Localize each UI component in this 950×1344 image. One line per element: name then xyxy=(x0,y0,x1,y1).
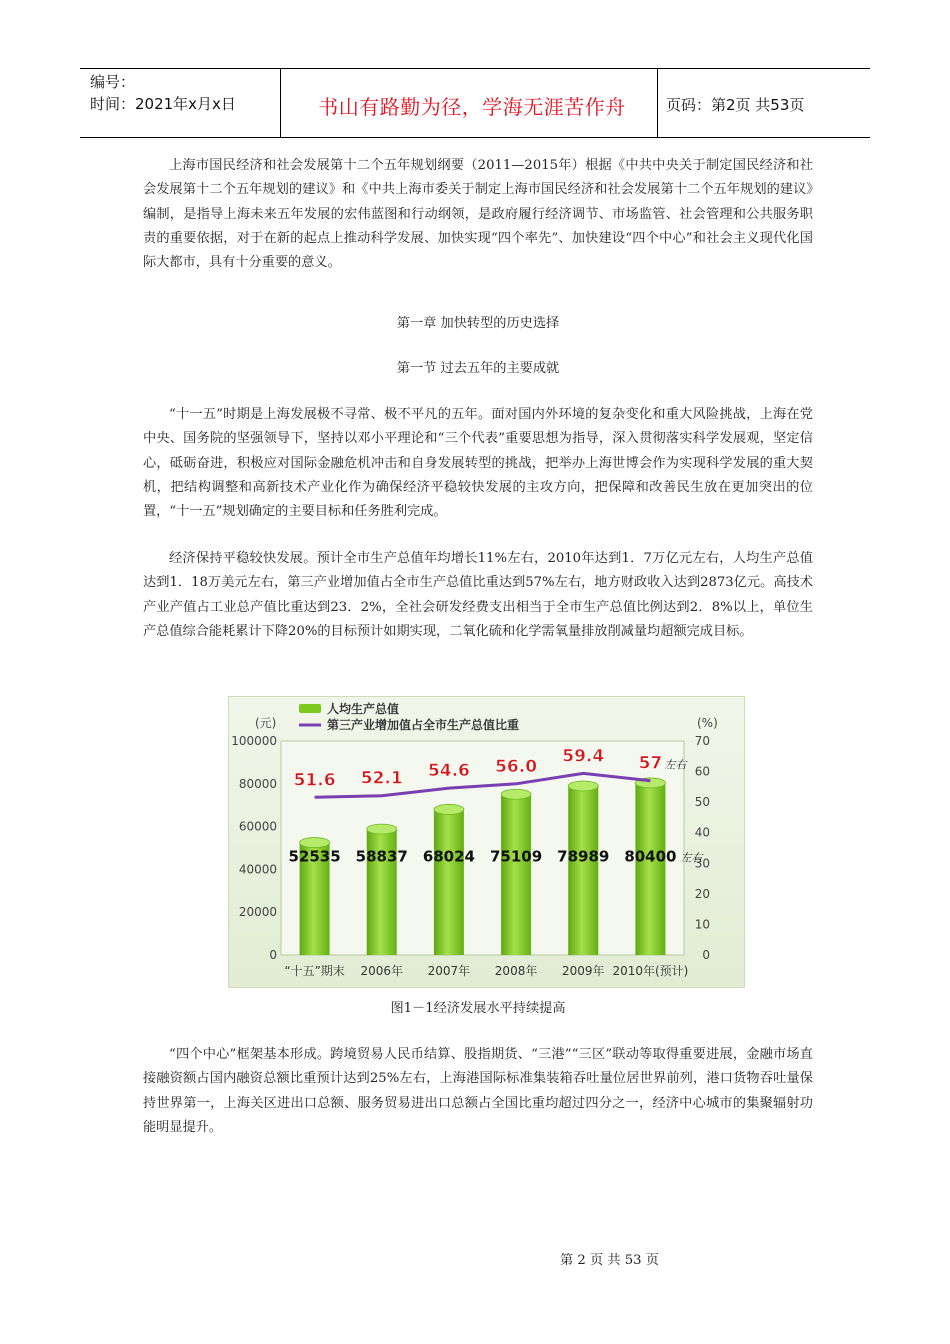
figure-caption: 图1－1经济发展水平持续提高 xyxy=(390,1001,566,1016)
line-value-label: 51.6 xyxy=(293,770,336,791)
line-value-label: 57 xyxy=(638,753,663,774)
economy-chart xyxy=(228,696,745,988)
category-label: 2006年 xyxy=(360,964,404,978)
bar-cap xyxy=(434,804,464,814)
category-label: 2008年 xyxy=(494,964,538,978)
right-tick-label: 50 xyxy=(694,795,710,810)
bar-cap xyxy=(367,824,397,834)
line-value-label: 59.4 xyxy=(562,746,605,767)
bar-value-label: 68024 xyxy=(422,847,476,866)
header-divider xyxy=(280,69,281,137)
bar-value-label: 52535 xyxy=(288,847,341,866)
economy-paragraph: 经济保持平稳较快发展。预计全市生产总值年均增长11%左右，2010年达到1．7万亿元左右，人均生产总值达到1．18万美元左右，第三产业增加值占全市生产总值比重达到57%左右，地方财政收入达到2873亿元。高技术产业产值占工业总产值比重达到23．2%，全社会研发经费支出相当于全市生产总值比例达到2．8%以上，单位生产总值综合能耗累计下降20%的目标预计如期实现，二氧化硫和化学需氧量排放削减量均超额完成目标。 xyxy=(143,551,813,639)
legend-bar-label: 人均生产总值 xyxy=(327,702,400,716)
line-value-label: 54.6 xyxy=(427,761,470,782)
left-tick-label: 100000 xyxy=(231,734,277,748)
bar-value-label: 75109 xyxy=(489,847,543,866)
left-tick-label: 40000 xyxy=(238,862,277,877)
chapter-heading: 第一章 加快转型的历史选择 xyxy=(396,316,560,331)
number-label: 编号： xyxy=(90,73,136,91)
right-tick-label: 30 xyxy=(694,856,710,871)
bar-value-label: 58837 xyxy=(355,847,408,866)
bar-value-label: 78989 xyxy=(557,847,610,866)
right-tick-label: 0 xyxy=(702,948,710,962)
category-label: 2010年(预计) xyxy=(612,964,689,978)
page-info: 页码：第2页 共53页 xyxy=(666,96,805,114)
right-tick-label: 40 xyxy=(694,825,710,840)
bar xyxy=(568,786,598,955)
right-tick-label: 60 xyxy=(694,764,710,779)
left-tick-label: 80000 xyxy=(238,776,277,791)
bar-value-suffix: 左右 xyxy=(680,851,703,865)
category-label: 2009年 xyxy=(561,964,605,978)
bar xyxy=(501,794,531,955)
right-tick-label: 10 xyxy=(694,917,710,932)
line-value-label: 52.1 xyxy=(360,768,403,789)
line-value-suffix: 左右 xyxy=(664,758,687,772)
header-left-cell xyxy=(90,71,280,115)
bar-value-label: 80400 xyxy=(624,847,677,866)
document-header xyxy=(80,68,870,138)
left-tick-label: 0 xyxy=(269,948,277,962)
chart-svg xyxy=(229,697,744,987)
category-label: “十五”期末 xyxy=(284,964,345,978)
bar-cap xyxy=(300,838,330,848)
bar-cap xyxy=(501,789,531,799)
achievement-paragraph: “十一五”时期是上海发展极不寻常、极不平凡的五年。面对国内外环境的复杂变化和重大风险挑战，上海在党中央、国务院的坚强领导下，坚持以邓小平理论和“三个代表”重要思想为指导，深入贯彻落实科学发展观，坚定信心，砥砺奋进，积极应对国际金融危机冲击和自身发展转型的挑战，把举办上海世博会作为实现科学发展的重大契机，把结构调整和高新技术产业化作为确保经济平稳较快发展的主攻方向，把保障和改善民生放在更加突出的位置，“十一五”规划确定的主要目标和任务胜利完成。 xyxy=(143,407,813,520)
bar-cap xyxy=(568,781,598,791)
left-tick-label: 20000 xyxy=(238,905,277,920)
right-tick-label: 70 xyxy=(694,734,710,748)
time-label: 时间：2021年x月x日 xyxy=(90,95,236,113)
four-centers-paragraph: “四个中心”框架基本形成。跨境贸易人民币结算、股指期货、“三港”“三区”联动等取得重要进展，金融市场直接融资额占国内融资总额比重预计达到25%左右，上海港国际标准集装箱吞吐量位居世界前列，港口货物吞吐量保持世界第一，上海关区进出口总额、服务贸易进出口总额占全国比重均超过四分之一，经济中心城市的集聚辐射功能明显提升。 xyxy=(143,1047,813,1135)
right-axis-unit: (%) xyxy=(697,716,718,730)
legend-bar-swatch xyxy=(299,704,321,713)
left-tick-label: 60000 xyxy=(238,819,277,834)
intro-paragraph: 上海市国民经济和社会发展第十二个五年规划纲要（2011—2015年）根据《中共中央关于制定国民经济和社会发展第十二个五年规划的建议》和《中共上海市委关于制定上海市国民经济和社会发展第十二个五年规划的建议》编制，是指导上海未来五年发展的宏伟蓝图和行动纲领，是政府履行经济调节、市场监管、社会管理和公共服务职责的重要依据，对于在新的起点上推动科学发展、加快实现“四个率先”、加快建设“四个中心”和社会主义现代化国际大都市，具有十分重要的意义。 xyxy=(143,158,813,271)
bar xyxy=(635,783,665,955)
category-label: 2007年 xyxy=(427,964,471,978)
right-tick-label: 20 xyxy=(694,886,710,901)
line-value-label: 56.0 xyxy=(495,756,538,777)
page-footer: 第 2 页 共 53 页 xyxy=(560,1253,659,1268)
section-heading: 第一节 过去五年的主要成就 xyxy=(396,361,560,376)
bar xyxy=(434,809,464,955)
left-axis-unit: (元) xyxy=(255,716,277,730)
legend-line-label: 第三产业增加值占全市生产总值比重 xyxy=(327,718,520,732)
motto: 书山有路勤为径，学海无涯苦作舟 xyxy=(318,95,626,119)
